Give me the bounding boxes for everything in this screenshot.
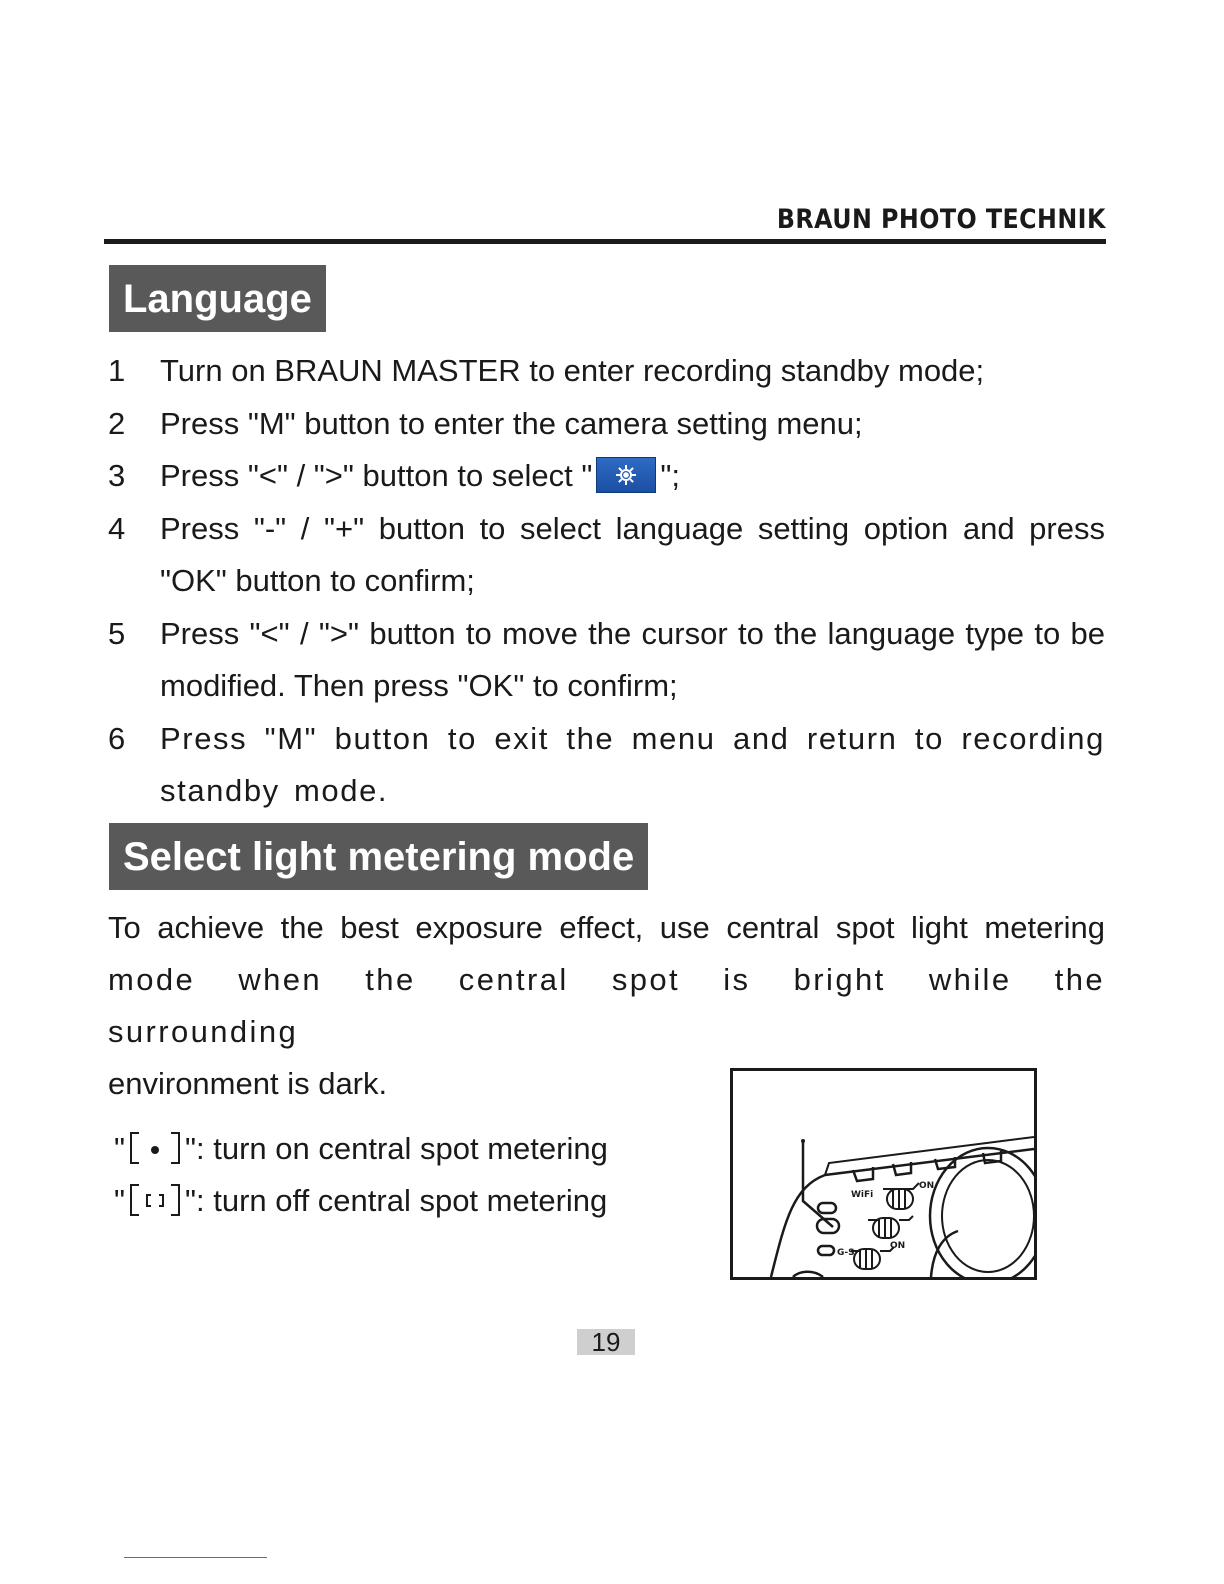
- step-3: [108, 450, 1105, 503]
- step-number: 3: [108, 458, 126, 493]
- step-2: [108, 398, 1105, 451]
- step-4: [108, 503, 1105, 608]
- step-number: 6: [108, 720, 126, 756]
- step-number: 5: [108, 615, 126, 651]
- step-text: Press "M" button to enter the camera setting menu;: [160, 405, 863, 441]
- settings-gear-icon: [596, 457, 656, 493]
- metering-item-off: [114, 1181, 607, 1221]
- quote-open: ": [114, 1183, 126, 1218]
- camera-switch-illustration: [730, 1068, 1037, 1280]
- step-number: 2: [108, 405, 126, 441]
- step-text-after: ";: [660, 458, 681, 493]
- step-1: [108, 345, 1105, 398]
- section-heading-language: Language: [109, 265, 326, 332]
- footer-divider: [124, 1557, 267, 1558]
- wifi-on-label: ON: [919, 1181, 935, 1191]
- section-heading-metering: Select light metering mode: [109, 823, 648, 890]
- language-steps: [108, 345, 1105, 818]
- step-6: [108, 713, 1105, 818]
- intro-line-1: To achieve the best exposure effect, use central spot light metering: [108, 910, 1105, 945]
- step-text: [160, 450, 1105, 503]
- intro-line-3: environment is dark.: [108, 1066, 388, 1101]
- page-number: 19: [577, 1329, 635, 1355]
- step-number: 1: [108, 353, 126, 388]
- spot-metering-on-icon: [127, 1131, 183, 1165]
- step-text: Turn on BRAUN MASTER to enter recording standby mode;: [160, 353, 985, 388]
- step-text: Press "<" / ">" button to move the cursor to the language type to be modified. Then press "OK" to confirm;: [160, 615, 1105, 703]
- wifi-label: WiFi: [851, 1190, 874, 1200]
- intro-line-2: mode when the central spot is bright while the surrounding: [108, 962, 1105, 1049]
- header-rule: [104, 239, 1106, 244]
- quote-open: ": [114, 1131, 126, 1166]
- metering-item-on: [114, 1129, 608, 1169]
- brand-header: BRAUN PHOTO TECHNIK: [777, 204, 1106, 235]
- step-text: Press "M" button to exit the menu and return to recording standby mode.: [160, 720, 1105, 808]
- camera-body-drawing: [733, 1071, 1034, 1277]
- metering-off-text: ": turn off central spot metering: [185, 1183, 608, 1218]
- step-5: [108, 608, 1105, 713]
- metering-on-text: ": turn on central spot metering: [185, 1131, 608, 1166]
- step-number: 4: [108, 510, 126, 546]
- gs-label: G-S: [837, 1248, 855, 1258]
- step-text: Press "-" / "+" button to select language setting option and press "OK" button to confirm;: [160, 510, 1105, 598]
- spot-metering-off-icon: [127, 1183, 183, 1217]
- step-text-before: Press "<" / ">" button to select ": [160, 458, 593, 493]
- gs-on-label: ON: [890, 1241, 906, 1251]
